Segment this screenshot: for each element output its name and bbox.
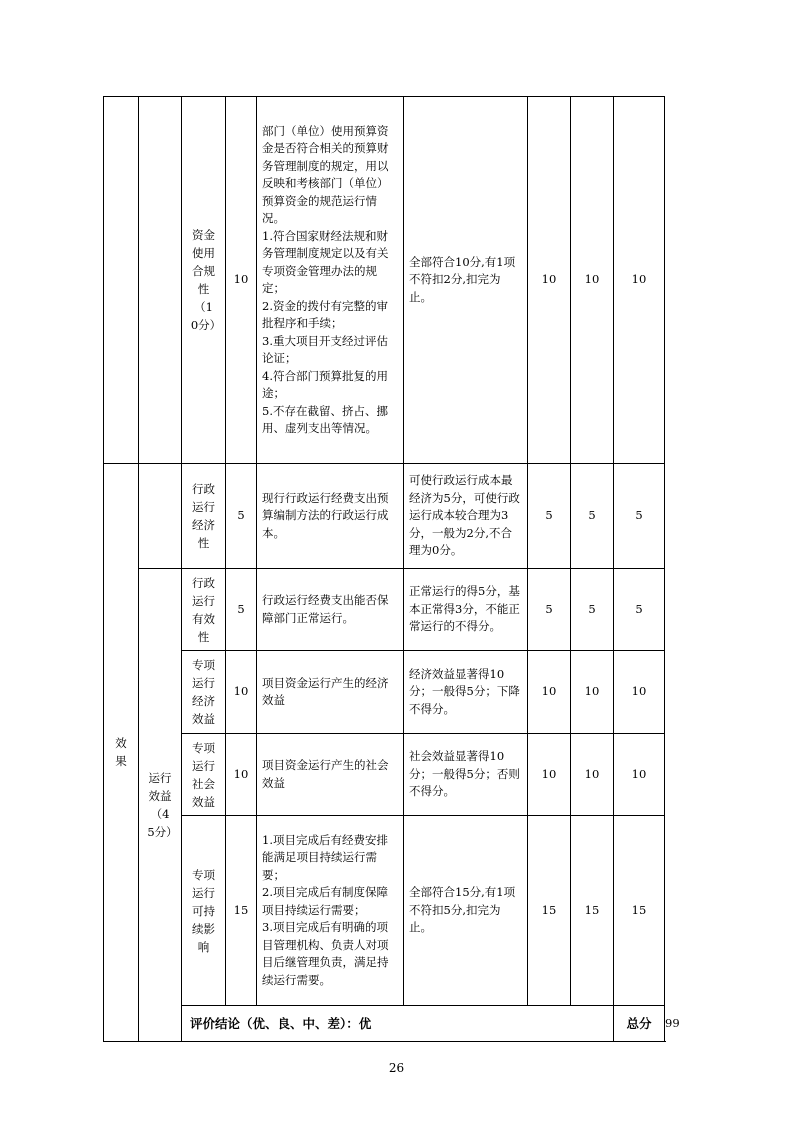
description-cell: 项目资金运行产生的经济效益 [257, 651, 404, 734]
indicator-cell [182, 651, 226, 734]
indicator-cell [182, 464, 226, 569]
score-cell: 10 [571, 734, 614, 816]
description-cell: 现行行政运行经费支出预算编制方法的行政运行成本。 [257, 464, 404, 569]
description-cell: 项目资金运行产生的社会效益 [257, 734, 404, 816]
score-cell: 5 [571, 464, 614, 569]
subcategory-cell [139, 569, 182, 1042]
footer-row: 评价结论（优、良、中、差）：优 总分 99 [104, 1006, 665, 1042]
score-cell: 5 [571, 569, 614, 651]
page-number: 26 [388, 1061, 405, 1075]
weight-cell: 10 [226, 97, 257, 464]
score-cell: 10 [528, 651, 571, 734]
score-cell: 15 [528, 816, 571, 1006]
weight-cell: 5 [226, 464, 257, 569]
evaluation-table [103, 96, 680, 1042]
criteria-cell: 正常运行的得5分，基本正常得3分，不能正常运行的不得分。 [404, 569, 528, 651]
category-label: 效果 [115, 736, 127, 768]
weight-cell: 10 [226, 734, 257, 816]
score-cell: 15 [614, 816, 665, 1006]
score-cell: 10 [614, 734, 665, 816]
indicator-name: 专项运行可持续影响 [191, 867, 215, 954]
score-cell: 5 [528, 464, 571, 569]
score-cell: 10 [614, 97, 665, 464]
indicator-name: 行政运行有效性 [191, 575, 215, 644]
table-row [104, 97, 665, 464]
description-cell: 行政运行经费支出能否保障部门正常运行。 [257, 569, 404, 651]
score-cell: 10 [528, 97, 571, 464]
criteria-cell: 社会效益显著得10分；一般得5分；否则不得分。 [404, 734, 528, 816]
subcategory-cell-empty [139, 464, 182, 569]
indicator-cell [182, 816, 226, 1006]
criteria-cell: 经济效益显著得10分；一般得5分；下降不得分。 [404, 651, 528, 734]
score-cell: 10 [614, 651, 665, 734]
total-score-label: 总分 [614, 1006, 665, 1042]
category-cell [104, 464, 139, 1042]
criteria-cell: 全部符合15分,有1项不符扣5分,扣完为止。 [404, 816, 528, 1006]
weight-cell: 10 [226, 651, 257, 734]
criteria-cell: 可使行政运行成本最经济为5分，可使行政运行成本较合理为3分，一般为2分,不合理为0分。 [404, 464, 528, 569]
score-cell: 10 [571, 97, 614, 464]
evaluation-conclusion: 评价结论（优、良、中、差）：优 [182, 1006, 614, 1042]
score-cell: 5 [614, 464, 665, 569]
indicator-name: 专项运行社会效益 [191, 740, 215, 809]
score-cell: 5 [528, 569, 571, 651]
indicator-name: 资金使用合规性（10分） [190, 228, 222, 332]
table-row [104, 651, 665, 734]
table-row [104, 464, 665, 569]
indicator-cell [182, 569, 226, 651]
subcategory-label: 运行效益（45分） [147, 771, 178, 839]
weight-cell: 5 [226, 569, 257, 651]
weight-cell: 15 [226, 816, 257, 1006]
category-cell-empty [104, 97, 139, 464]
score-cell: 5 [614, 569, 665, 651]
indicator-name: 行政运行经济性 [191, 482, 215, 550]
score-cell: 10 [528, 734, 571, 816]
indicator-cell [182, 734, 226, 816]
score-cell: 15 [571, 816, 614, 1006]
description-cell: 部门（单位）使用预算资金是否符合相关的预算财务管理制度的规定，用以反映和考核部门（单位）预算资金的规范运行情况。 1.符合国家财经法规和财务管理制度规定以及有关专项资金管理办法的规定； 2.资金的拨付有完整的审批程序和手续； 3.重大项目开支经过评估论证； 4.符合部门预算批复的用途； 5.不存在截留、挤占、挪用、虚列支出等情况。 [257, 97, 404, 464]
description-cell: 1.项目完成后有经费安排能满足项目持续运行需要； 2.项目完成后有制度保障项目持续运行需要； 3.项目完成后有明确的项目管理机构、负责人对项目后继管理负责，满足持续运行需要。 [257, 816, 404, 1006]
score-cell: 10 [571, 651, 614, 734]
table-row [104, 569, 665, 651]
criteria-cell: 全部符合10分,有1项不符扣2分,扣完为止。 [404, 97, 528, 464]
table-row [104, 734, 665, 816]
subcategory-cell-empty [139, 97, 182, 464]
indicator-name: 专项运行经济效益 [191, 658, 215, 726]
indicator-cell [182, 97, 226, 464]
table-row [104, 816, 665, 1006]
